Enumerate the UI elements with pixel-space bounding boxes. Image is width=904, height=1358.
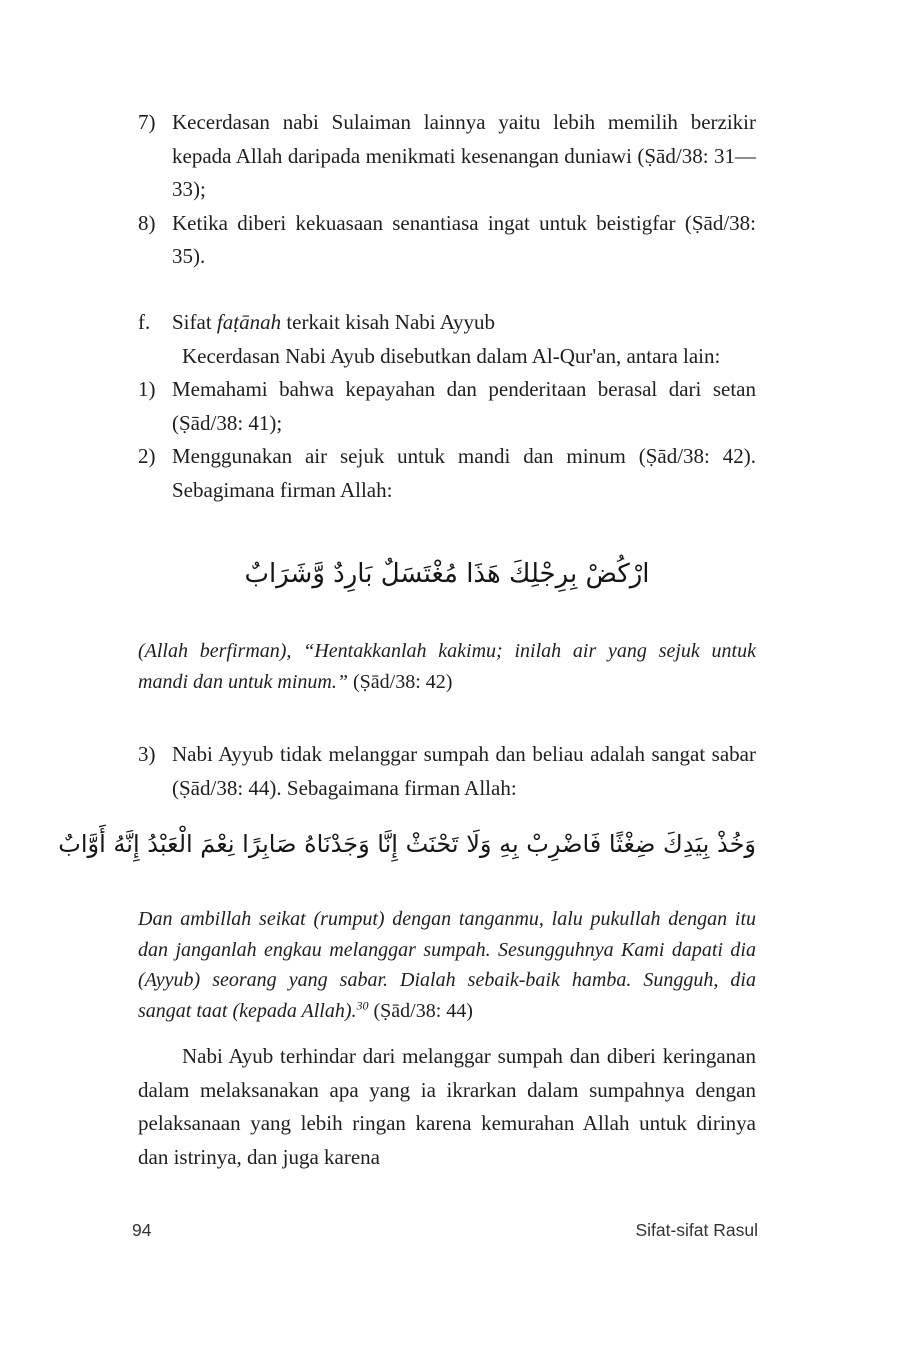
verse-reference: (Ṣād/38: 42) [353,670,453,693]
quran-verse-arabic: وَخُذْ بِيَدِكَ ضِغْثًا فَاضْرِبْ بِهِ وَلَا تَحْنَثْ إِنَّا وَجَدْنَاهُ صَابِرًا نِعْمَ الْعَبْدُ إِنَّهُ أَوَّابٌ [58,830,756,858]
running-title: Sifat-sifat Rasul [635,1220,758,1240]
list-item-number: 8) [138,210,156,235]
page-footer [132,1220,758,1241]
verse-translation [138,904,756,1026]
top-list [138,106,756,274]
verse-translation [138,636,756,697]
list-item-number: 2) [138,444,156,468]
list-item-text: Nabi Ayyub tidak melanggar sumpah dan beliau adalah sangat sabar (Ṣād/38: 44). Sebagaimana firman Allah: [172,742,756,800]
list-item [138,106,756,207]
list-item-3-block [138,738,756,805]
list-item [138,738,756,805]
list-item-text: Ketika diberi kekuasaan senantiasa ingat untuk beistigfar (Ṣād/38: 35). [172,210,756,268]
section-f [138,306,756,507]
closing-paragraph: Nabi Ayub terhindar dari melanggar sumpah dan diberi keringanan dalam melaksanakan apa yang ia ikrarkan dalam sumpahnya dengan pelaksanaan yang lebih ringan karena kemurahan Allah untuk dirinya dan istrinya, dan juga karena [138,1044,756,1169]
quran-verse-arabic: ارْكُضْ بِرِجْلِكَ هَذَا مُغْتَسَلٌ بَارِدٌ وَّشَرَابٌ [244,559,650,589]
list-item [138,373,756,440]
section-title-term: faṭānah [216,310,282,334]
footnote-marker: 30 [356,997,369,1012]
list-item [138,440,756,507]
list-item-text: Menggunakan air sejuk untuk mandi dan minum (Ṣād/38: 42). Sebagimana firman Allah: [172,444,756,502]
section-title-pre: Sifat [172,310,217,334]
list-item-number: 7) [138,110,156,134]
translation-text: Dan ambillah seikat (rumput) dengan tanganmu, lalu pukullah dengan itu dan janganlah engkau melanggar sumpah. Sesungguhnya Kami dapati dia (Ayyub) seorang yang sabar. Dialah sebaik-baik hamba. Sungguh, dia sangat taat (kepada Allah). [138,908,756,1022]
section-title-post: terkait kisah Nabi Ayyub [281,310,495,334]
section-heading [138,306,756,340]
translation-text: (Allah berfirman), “Hentakkanlah kakimu; inilah air yang sejuk untuk mandi dan untuk minum.” [138,640,756,693]
section-label: f. [138,310,151,334]
intro-paragraph: Kecerdasan Nabi Ayub disebutkan dalam Al-Qur'an, antara lain: [182,343,721,368]
list-item-number: 3) [138,742,156,766]
list-item-text: Memahami bahwa kepayahan dan penderitaan berasal dari setan (Ṣād/38: 41); [172,377,756,435]
page-number: 94 [132,1220,152,1240]
list-item [138,207,756,274]
list-item-number: 1) [138,377,156,401]
list-item-text: Kecerdasan nabi Sulaiman lainnya yaitu lebih memilih berzikir kepada Allah daripada menikmati kesenangan duniawi (Ṣād/38: 31—33); [172,110,756,201]
verse-reference: (Ṣād/38: 44) [373,999,473,1022]
